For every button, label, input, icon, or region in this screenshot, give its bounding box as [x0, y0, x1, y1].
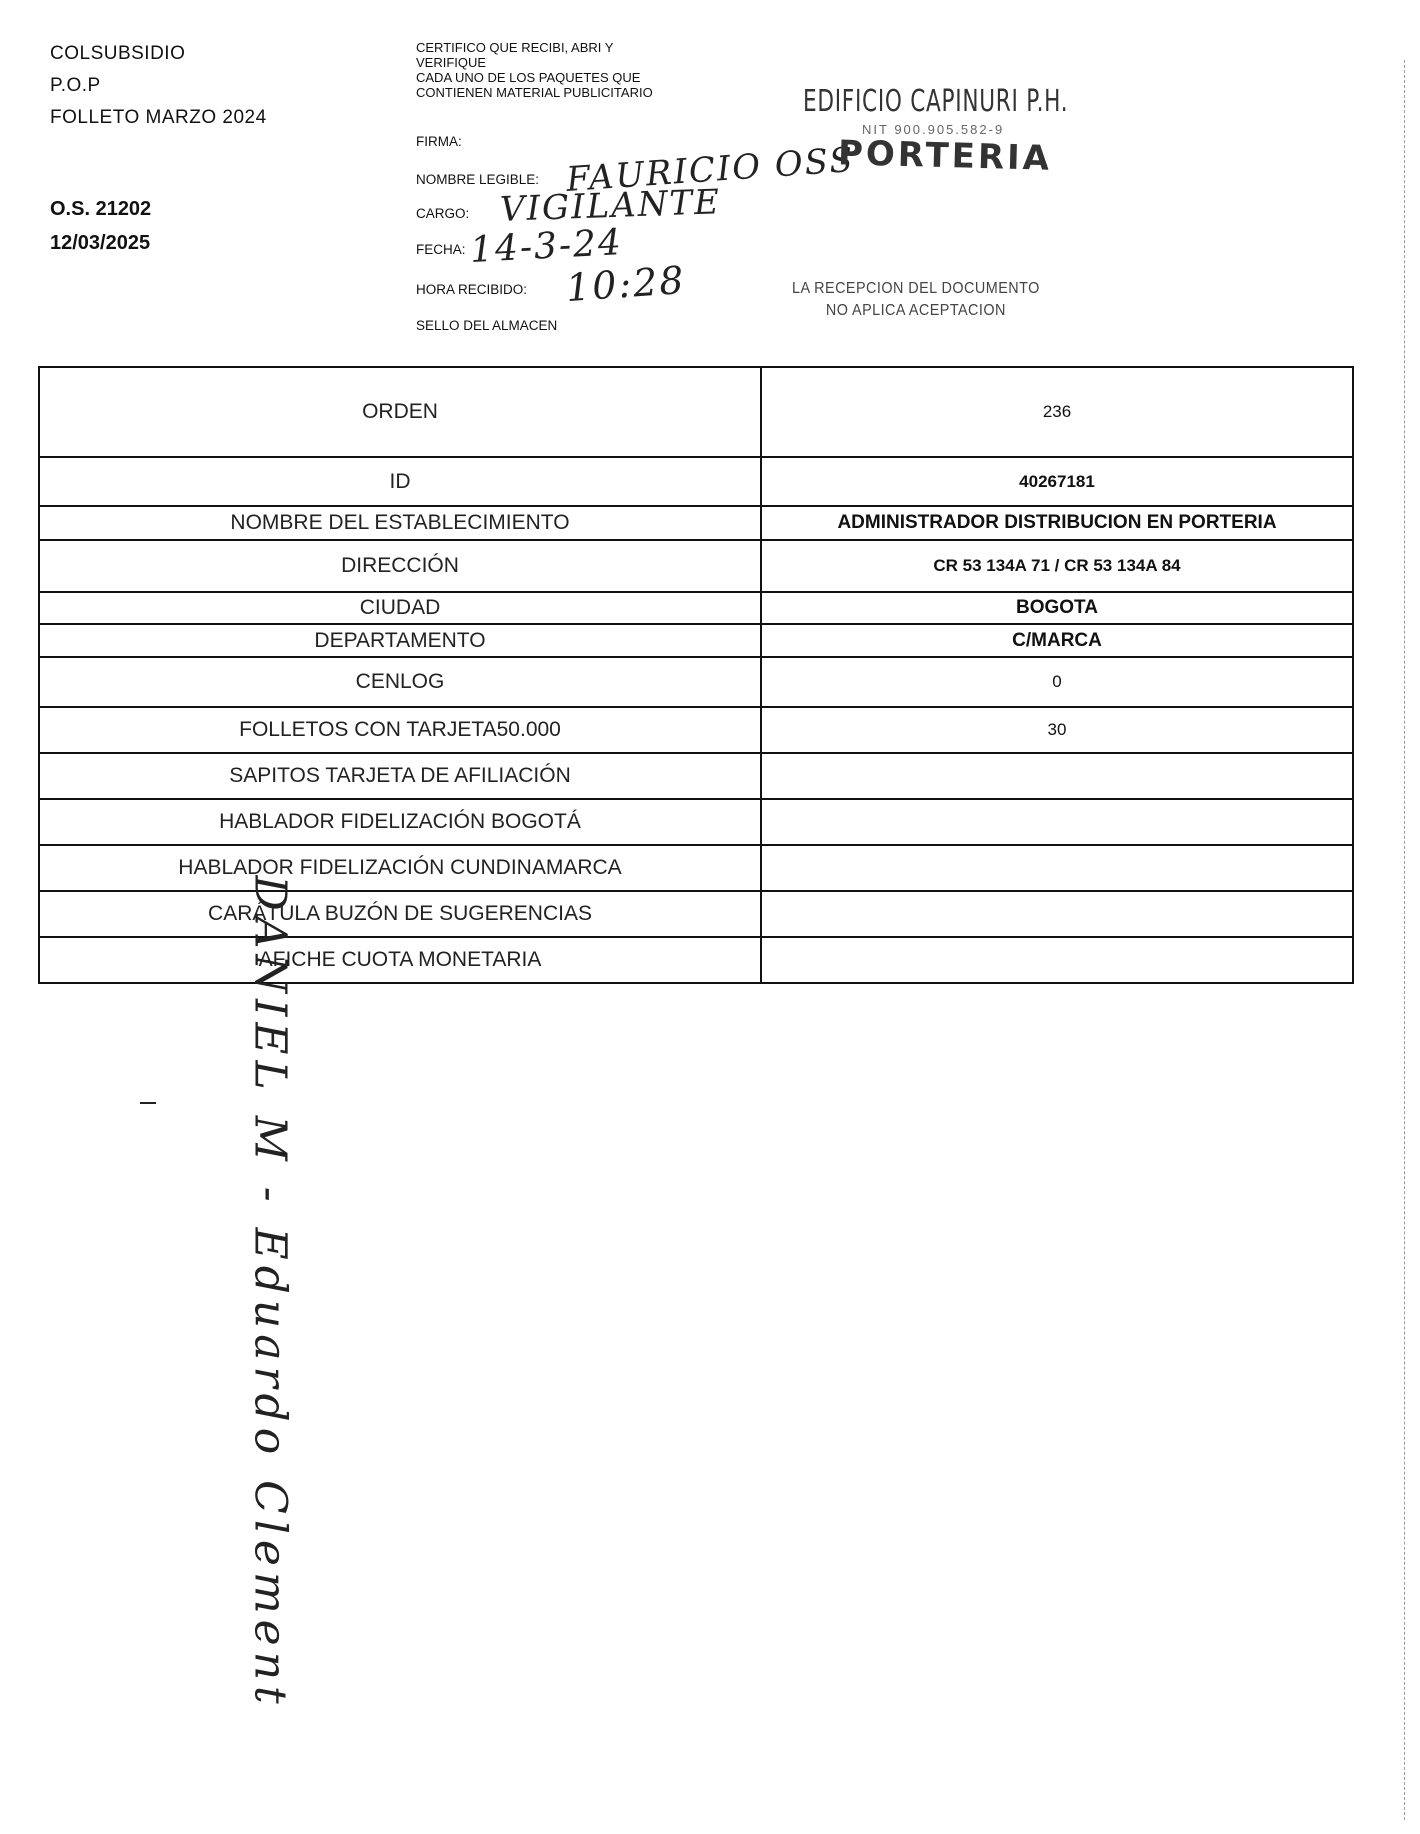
- row-label: HABLADOR FIDELIZACIÓN BOGOTÁ: [39, 799, 761, 845]
- row-value: [761, 937, 1353, 983]
- row-value: BOGOTA: [761, 592, 1353, 624]
- row-label: NOMBRE DEL ESTABLECIMIENTO: [39, 506, 761, 540]
- table-row: [39, 937, 1353, 983]
- order-info: [50, 192, 151, 260]
- row-value: [761, 845, 1353, 891]
- row-value: [761, 891, 1353, 937]
- side-handwritten-signature: DANIEL M - Eduardo Clement: [244, 875, 296, 1710]
- table-row: [39, 506, 1353, 540]
- porteria-stamp: PORTERIA: [837, 133, 1053, 179]
- row-label: SAPITOS TARJETA DE AFILIACIÓN: [39, 753, 761, 799]
- notice-line: NO APLICA ACEPTACION: [825, 302, 1006, 319]
- table-row: [39, 367, 1353, 457]
- hora-handwritten: 10:28: [564, 257, 687, 311]
- row-value: 236: [761, 367, 1353, 457]
- table-row: [39, 457, 1353, 506]
- cargo-handwritten: VIGILANTE: [499, 182, 722, 230]
- cert-line: VERIFIQUE: [416, 55, 487, 70]
- org-name: COLSUBSIDIO: [50, 43, 186, 64]
- row-label: CARÁTULA BUZÓN DE SUGERENCIAS: [39, 891, 761, 937]
- table-row: [39, 845, 1353, 891]
- table-row: [39, 799, 1353, 845]
- table-row: [39, 707, 1353, 753]
- stamp-nit: NIT 900.905.582-9: [862, 122, 1005, 137]
- row-label: ID: [39, 457, 761, 506]
- delivery-table: [38, 366, 1354, 984]
- table-row: [39, 540, 1353, 592]
- row-value: [761, 799, 1353, 845]
- table-row: [39, 753, 1353, 799]
- cert-line: CERTIFICO QUE RECIBI, ABRI Y: [416, 40, 614, 55]
- cert-line: CONTIENEN MATERIAL PUBLICITARIO: [416, 85, 653, 100]
- cert-line: CADA UNO DE LOS PAQUETES QUE: [416, 70, 641, 85]
- order-date: 12/03/2025: [50, 232, 151, 254]
- table-row: [39, 624, 1353, 657]
- table-row: [39, 657, 1353, 707]
- header-left: [50, 38, 267, 134]
- reception-notice: [792, 278, 1040, 322]
- certification-text: [416, 40, 746, 100]
- folleto-label: FOLLETO MARZO 2024: [50, 107, 267, 128]
- row-value: [761, 753, 1353, 799]
- row-label: HABLADOR FIDELIZACIÓN CUNDINAMARCA: [39, 845, 761, 891]
- nombre-handwritten: FAURICIO OSS: [564, 139, 856, 201]
- firma-label: FIRMA:: [416, 134, 462, 149]
- order-number: O.S. 21202: [50, 198, 152, 220]
- cargo-label: CARGO:: [416, 206, 470, 221]
- fecha-handwritten: 14-3-24: [469, 222, 624, 271]
- fecha-label: FECHA:: [416, 242, 466, 257]
- row-label: ORDEN: [39, 367, 761, 457]
- row-label: DEPARTAMENTO: [39, 624, 761, 657]
- table-row: [39, 891, 1353, 937]
- notice-line: LA RECEPCION DEL DOCUMENTO: [792, 280, 1040, 297]
- row-label: CIUDAD: [39, 592, 761, 624]
- building-stamp: EDIFICIO CAPINURI P.H.: [803, 84, 1069, 119]
- hora-label: HORA RECIBIDO:: [416, 282, 528, 297]
- row-label: CENLOG: [39, 657, 761, 707]
- row-value: C/MARCA: [761, 624, 1353, 657]
- pop-label: P.O.P: [50, 75, 101, 96]
- row-value: 30: [761, 707, 1353, 753]
- row-label: FOLLETOS CON TARJETA50.000: [39, 707, 761, 753]
- pen-mark: [140, 1102, 156, 1104]
- row-value: 40267181: [761, 457, 1353, 506]
- row-value: 0: [761, 657, 1353, 707]
- row-value: ADMINISTRADOR DISTRIBUCION EN PORTERIA: [761, 506, 1353, 540]
- scan-edge-line: [1404, 60, 1406, 1820]
- row-label: AFICHE CUOTA MONETARIA: [39, 937, 761, 983]
- row-label: DIRECCIÓN: [39, 540, 761, 592]
- row-value: CR 53 134A 71 / CR 53 134A 84: [761, 540, 1353, 592]
- nombre-label: NOMBRE LEGIBLE:: [416, 172, 540, 187]
- table-row: [39, 592, 1353, 624]
- sello-label: SELLO DEL ALMACEN: [416, 318, 558, 333]
